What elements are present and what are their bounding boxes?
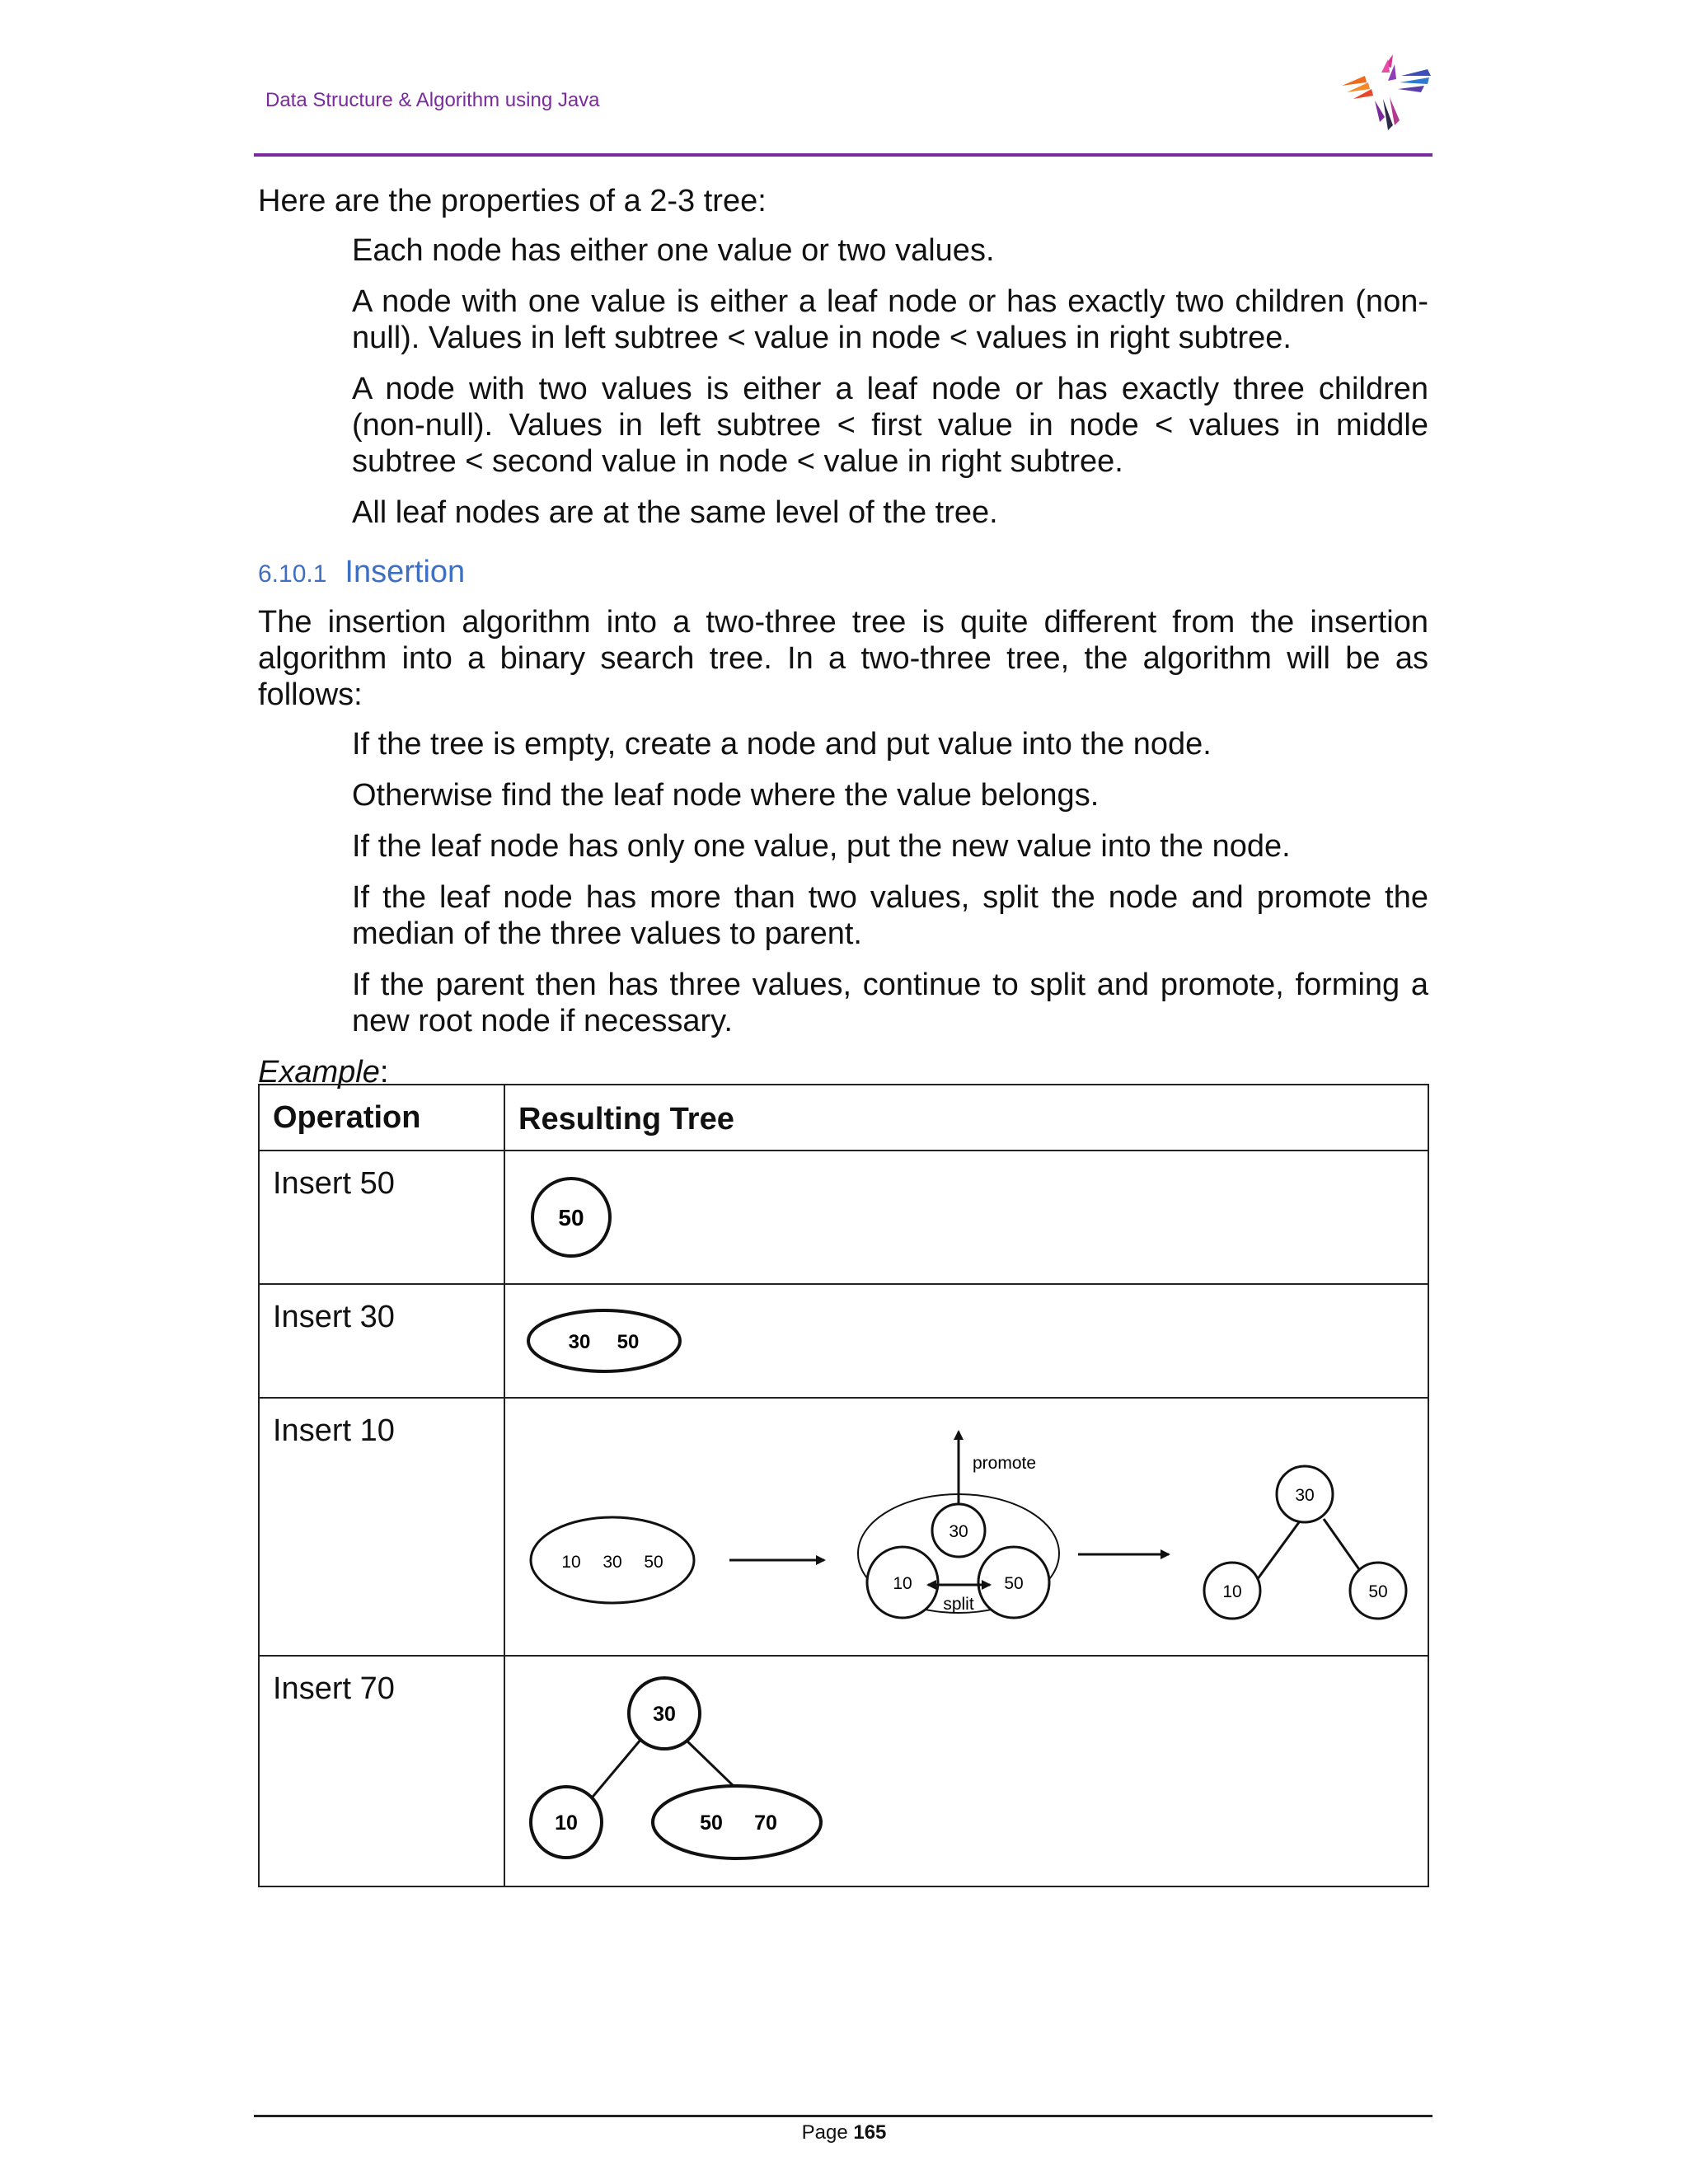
node-value: 70 [754, 1811, 777, 1835]
node-value: 10 [893, 1574, 912, 1593]
section-title: Insertion [345, 555, 466, 589]
property-item: A node with two values is either a leaf node or has exactly three children (non-null). Values in left subtree < first value in node < values in middle subtree < second value in node < value in right subtree. [352, 372, 1428, 479]
algorithm-step: Otherwise find the leaf node where the value belongs. [352, 778, 1100, 813]
tree-node [653, 1786, 821, 1858]
page-footer [0, 2121, 1688, 2144]
operation-cell: Insert 50 [259, 1151, 504, 1284]
tree-edge [1257, 1519, 1301, 1580]
table-row [259, 1656, 1428, 1886]
node-value: 50 [700, 1811, 723, 1835]
algorithm-step: If the parent then has three values, continue to split and promote, forming a new root node if necessary. [352, 968, 1428, 1038]
operation-cell: Insert 70 [259, 1656, 504, 1886]
algorithm-step: If the leaf node has only one value, put the new value into the node. [352, 829, 1291, 864]
operation-cell: Insert 30 [259, 1284, 504, 1398]
tree-cell [504, 1284, 1428, 1398]
node-value: 30 [653, 1703, 676, 1726]
algorithm-step: If the tree is empty, create a node and put value into the node. [352, 727, 1212, 762]
table-row [259, 1398, 1428, 1656]
tree-cell [504, 1398, 1428, 1656]
section-heading [258, 554, 1428, 593]
node-value: 10 [1222, 1582, 1242, 1601]
node-value: 50 [617, 1331, 640, 1353]
header-title: Data Structure & Algorithm using Java [265, 89, 600, 111]
header-rule [254, 153, 1432, 157]
table-row [259, 1151, 1428, 1284]
tree-diagram-insert-50 [505, 1151, 1428, 1282]
page-label: Page [801, 2121, 848, 2144]
tree-diagram-insert-30 [505, 1285, 1428, 1395]
tree-cell [504, 1656, 1428, 1886]
tree-edge [589, 1739, 641, 1801]
property-item: A node with one value is either a leaf node or has exactly two children (non-null). Values in left subtree < value in node < values in right subtree. [352, 284, 1428, 355]
insertion-intro: The insertion algorithm into a two-three tree is quite different from the insertion algorithm into a binary search tree. In a two-three tree, the algorithm will be as follows: [258, 605, 1428, 712]
table-row [259, 1284, 1428, 1398]
tree-diagram-insert-10 [505, 1399, 1428, 1653]
algorithm-step: If the leaf node has more than two values, split the node and promote the median of the three values to parent. [352, 880, 1428, 951]
footer-rule [254, 2115, 1432, 2117]
example-word: Example [258, 1055, 380, 1090]
node-value: 30 [949, 1522, 968, 1541]
section-number: 6.10.1 [258, 560, 327, 588]
insertion-example-table [258, 1084, 1429, 1887]
page-content [258, 183, 1428, 1090]
split-label: split [943, 1595, 974, 1614]
tree-cell [504, 1151, 1428, 1284]
tree-node [528, 1310, 680, 1371]
header-operation: Operation [259, 1085, 504, 1151]
property-item: Each node has either one value or two values. [352, 233, 995, 268]
node-value: 30 [1295, 1486, 1315, 1505]
node-value: 30 [568, 1331, 591, 1353]
publisher-logo-icon [1342, 51, 1434, 135]
properties-intro: Here are the properties of a 2-3 tree: [258, 184, 767, 218]
property-item: All leaf nodes are at the same level of the tree. [352, 495, 998, 530]
example-colon: : [379, 1055, 389, 1090]
node-value: 50 [1004, 1574, 1024, 1593]
tree-diagram-insert-70 [505, 1657, 1428, 1884]
promote-label: promote [973, 1454, 1037, 1473]
node-value: 50 [644, 1553, 663, 1572]
table-header-row [259, 1085, 1428, 1151]
node-value: 10 [561, 1553, 581, 1572]
header-resulting-tree: Resulting Tree [504, 1085, 1428, 1151]
node-value: 50 [558, 1205, 584, 1230]
node-value: 30 [603, 1553, 622, 1572]
node-value: 10 [555, 1811, 578, 1835]
tree-edge [685, 1739, 736, 1788]
page-number: 165 [853, 2121, 887, 2144]
node-value: 50 [1368, 1582, 1388, 1601]
operation-cell: Insert 10 [259, 1398, 504, 1656]
